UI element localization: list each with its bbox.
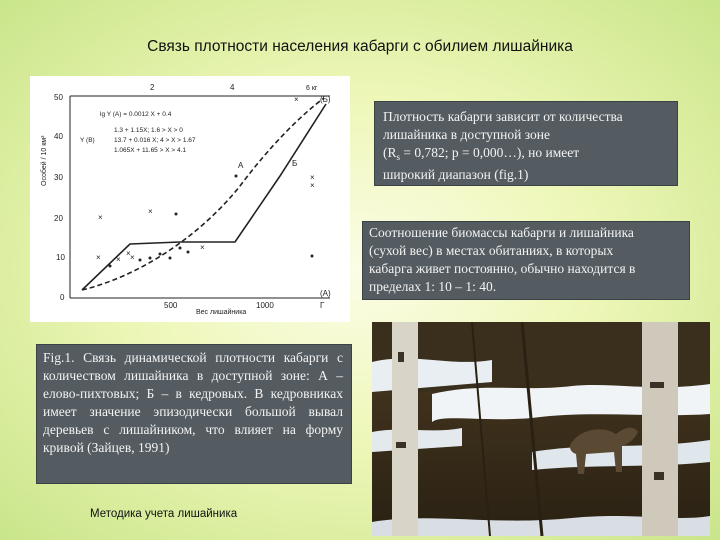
data-point-dot (187, 251, 190, 254)
x-tick: 500 (164, 301, 178, 310)
curve-a-end-label: (А) (320, 289, 331, 298)
top-tick: 4 (230, 83, 235, 92)
curve-b-label: Б (292, 159, 298, 168)
biomass-line: Соотношение биомассы кабарги и лишайника (369, 225, 634, 240)
curve-a-label: А (238, 161, 244, 170)
curve-b-end-label: (Б) (320, 95, 331, 104)
data-point-cross: × (98, 213, 103, 222)
data-point-dot (169, 257, 172, 260)
top-tick: 6 кг (306, 85, 318, 92)
biomass-ratio-box (362, 221, 690, 300)
y-tick: 40 (54, 132, 63, 141)
data-point-cross: × (96, 253, 101, 262)
x-tick: 1000 (256, 301, 274, 310)
data-point-cross: × (310, 181, 315, 190)
y-tick: 20 (54, 214, 63, 223)
data-point-dot (139, 259, 142, 262)
data-point-cross: × (130, 253, 135, 262)
density-note-line: Плотность кабарги зависит от количества (383, 109, 623, 124)
y-tick: 50 (54, 93, 63, 102)
data-point-cross: × (148, 207, 153, 216)
density-note-box (374, 101, 678, 186)
lichen-method-caption: Методика учета лишайника (90, 508, 238, 520)
y-tick: 10 (56, 253, 65, 262)
data-point-cross: × (116, 255, 121, 264)
data-point-cross: × (126, 249, 131, 258)
data-point-cross: × (200, 243, 205, 252)
data-point-cross: × (294, 95, 299, 104)
y-tick: 0 (60, 293, 65, 302)
x-axis-label: Вес лишайника (196, 309, 247, 316)
formula-b3: 1.065X + 11.65 > X > 4.1 (114, 147, 186, 154)
data-point-dot (149, 257, 152, 260)
forest-photo (372, 322, 710, 536)
biomass-line: пределах 1: 10 – 1: 40. (369, 279, 497, 294)
data-point-dot (179, 247, 182, 250)
x-tick: Г (320, 301, 325, 310)
top-tick: 2 (150, 83, 155, 92)
y-tick: 30 (54, 173, 63, 182)
data-point-dot (109, 265, 112, 268)
figure-caption-text: Fig.1. Связь динамической плотности кабарги с количеством лишайника в доступной зоне: А – елово-пихтовых; Б – в кедровых. В кедровниках имеет значение эпизодически большой вывал деревьев с лишайником, что влияет на форму кривой (Зайцев, 1991) (43, 350, 343, 455)
biomass-line: (сухой вес) в местах обитаниях, в которых (369, 243, 614, 258)
figure-caption-box (36, 344, 352, 484)
formula-b2: 13.7 + 0.016 X; 4 > X > 1.67 (114, 137, 196, 144)
data-point-dot (235, 175, 238, 178)
formula-b1: 1.3 + 1.15X; 1.6 > X > 0 (114, 127, 183, 134)
density-note-line: широкий диапазон (fig.1) (383, 167, 529, 182)
density-graph (30, 76, 350, 322)
data-point-cross: × (310, 173, 315, 182)
density-note-line: лишайника в доступной зоне (383, 127, 550, 142)
slide-title: Связь плотности населения кабарги с обилием лишайника (147, 38, 573, 55)
data-point-dot (311, 255, 314, 258)
data-point-dot (175, 213, 178, 216)
y-axis-label: Особей / 10 км² (41, 135, 48, 186)
formula-b-prefix: Y (B) (80, 137, 95, 144)
data-point-dot (159, 253, 162, 256)
biomass-line: кабарга живет постоянно, обычно находится в (369, 261, 636, 276)
density-note-line: ($R_s = 0,782$; р = 0,000…), но имеет (383, 145, 580, 162)
formula-a: lg Y (A) = 0.0012 X + 0.4 (100, 111, 172, 118)
